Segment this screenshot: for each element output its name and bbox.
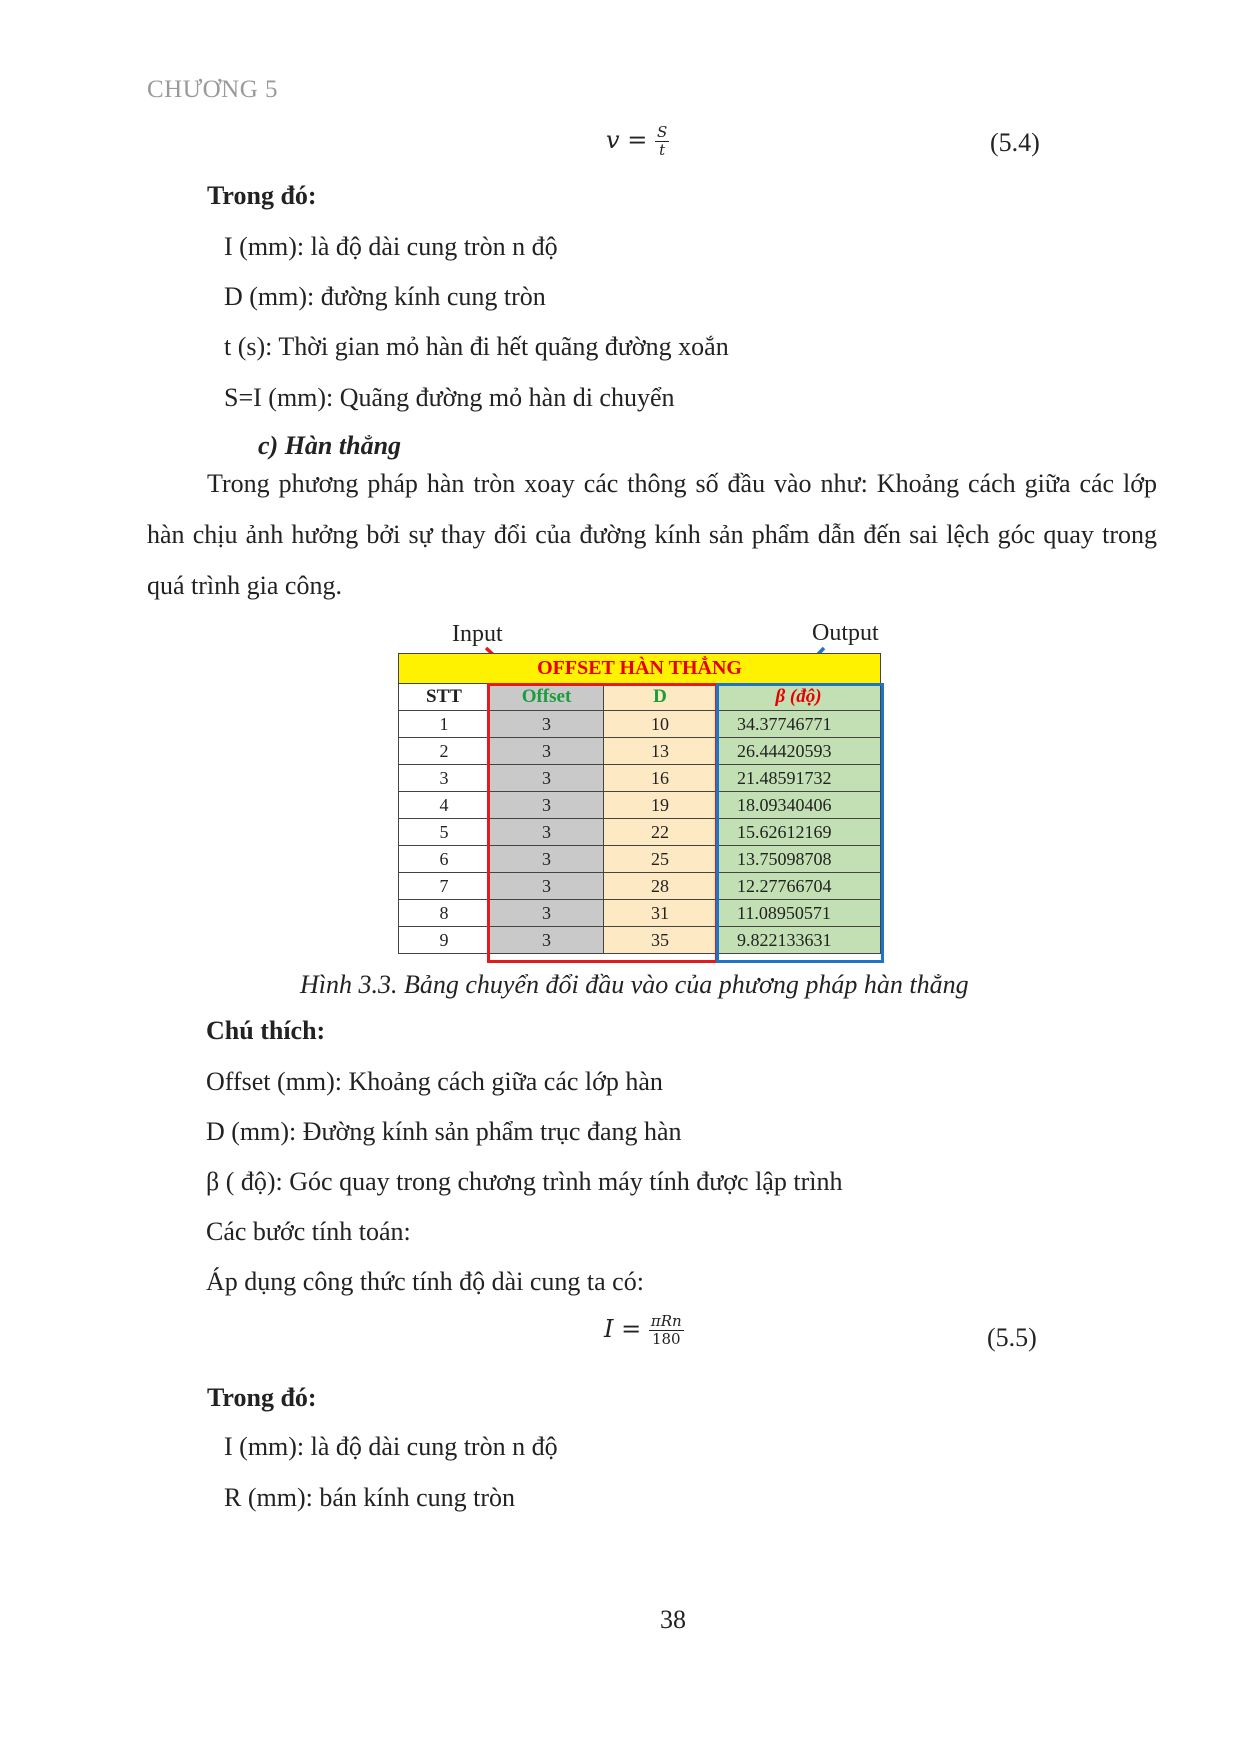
column-header-stt: STT bbox=[399, 684, 490, 711]
cell-d: 28 bbox=[604, 873, 717, 900]
input-label: Input bbox=[452, 621, 503, 647]
equation-5-4 bbox=[606, 124, 669, 159]
cell-d: 25 bbox=[604, 846, 717, 873]
cell-d: 13 bbox=[604, 738, 717, 765]
fraction-denominator: 180 bbox=[649, 1330, 684, 1348]
figure-caption: Hình 3.3. Bảng chuyển đổi đầu vào của phương pháp hàn thẳng bbox=[300, 970, 969, 999]
output-label: Output bbox=[812, 620, 879, 646]
column-header-beta: β (độ) bbox=[717, 684, 881, 711]
cell-stt: 5 bbox=[399, 819, 490, 846]
cell-offset: 3 bbox=[490, 765, 604, 792]
note-line: Áp dụng công thức tính độ dài cung ta có: bbox=[206, 1267, 644, 1296]
equation-lhs: v = bbox=[606, 126, 648, 154]
definition-line: I (mm): là độ dài cung tròn n độ bbox=[224, 1432, 558, 1461]
definition-line: t (s): Thời gian mỏ hàn đi hết quãng đường xoắn bbox=[224, 332, 729, 361]
fraction bbox=[655, 124, 669, 159]
cell-offset: 3 bbox=[490, 873, 604, 900]
table-title: OFFSET HÀN THẲNG bbox=[399, 654, 881, 684]
cell-beta: 18.09340406 bbox=[717, 792, 881, 819]
cell-beta: 11.08950571 bbox=[717, 900, 881, 927]
cell-beta: 15.62612169 bbox=[717, 819, 881, 846]
fraction-denominator: t bbox=[655, 141, 669, 159]
section-heading: c) Hàn thẳng bbox=[258, 431, 402, 460]
input-highlight-box bbox=[487, 683, 718, 963]
note-line: Offset (mm): Khoảng cách giữa các lớp hàn bbox=[206, 1067, 663, 1096]
where-title: Trong đó: bbox=[207, 1383, 317, 1412]
cell-stt: 1 bbox=[399, 711, 490, 738]
cell-beta: 34.37746771 bbox=[717, 711, 881, 738]
equation-lhs: I = bbox=[604, 1315, 642, 1343]
note-line: Các bước tính toán: bbox=[206, 1217, 411, 1246]
cell-offset: 3 bbox=[490, 900, 604, 927]
output-highlight-box bbox=[716, 683, 884, 963]
column-header-d: D bbox=[604, 684, 717, 711]
paragraph-text: Trong phương pháp hàn tròn xoay các thông số đầu vào như: Khoảng cách giữa các lớp hàn chịu ảnh hưởng bởi sự thay đổi của đường kính sản phẩm dẫn đến sai lệch góc quay trong quá trình gia công. bbox=[147, 469, 1157, 600]
cell-stt: 4 bbox=[399, 792, 490, 819]
note-line: β ( độ): Góc quay trong chương trình máy tính được lập trình bbox=[206, 1167, 843, 1196]
cell-d: 31 bbox=[604, 900, 717, 927]
definition-line: I (mm): là độ dài cung tròn n độ bbox=[224, 232, 558, 261]
cell-beta: 9.822133631 bbox=[717, 927, 881, 954]
fraction-numerator: S bbox=[656, 123, 668, 141]
column-header-offset: Offset bbox=[490, 684, 604, 711]
where-title: Trong đó: bbox=[207, 181, 317, 210]
cell-beta: 26.44420593 bbox=[717, 738, 881, 765]
cell-d: 10 bbox=[604, 711, 717, 738]
cell-stt: 3 bbox=[399, 765, 490, 792]
cell-offset: 3 bbox=[490, 738, 604, 765]
body-paragraph bbox=[147, 458, 1157, 611]
cell-beta: 21.48591732 bbox=[717, 765, 881, 792]
definition-line: S=I (mm): Quãng đường mỏ hàn di chuyển bbox=[224, 383, 675, 412]
cell-offset: 3 bbox=[490, 792, 604, 819]
cell-offset: 3 bbox=[490, 846, 604, 873]
table-title-row bbox=[399, 654, 881, 684]
definition-line: D (mm): đường kính cung tròn bbox=[224, 282, 546, 311]
cell-d: 19 bbox=[604, 792, 717, 819]
cell-stt: 7 bbox=[399, 873, 490, 900]
definition-line: R (mm): bán kính cung tròn bbox=[224, 1483, 516, 1512]
equation-number: (5.5) bbox=[987, 1323, 1037, 1352]
cell-offset: 3 bbox=[490, 819, 604, 846]
cell-beta: 13.75098708 bbox=[717, 846, 881, 873]
cell-offset: 3 bbox=[490, 927, 604, 954]
cell-d: 35 bbox=[604, 927, 717, 954]
cell-stt: 9 bbox=[399, 927, 490, 954]
equation-number: (5.4) bbox=[990, 128, 1040, 157]
cell-stt: 2 bbox=[399, 738, 490, 765]
note-line: D (mm): Đường kính sản phẩm trục đang hàn bbox=[206, 1117, 682, 1146]
cell-d: 16 bbox=[604, 765, 717, 792]
equation-5-5 bbox=[604, 1313, 684, 1348]
cell-stt: 6 bbox=[399, 846, 490, 873]
cell-d: 22 bbox=[604, 819, 717, 846]
fraction bbox=[649, 1313, 684, 1348]
page-number: 38 bbox=[660, 1605, 686, 1634]
notes-title: Chú thích: bbox=[206, 1016, 326, 1045]
cell-stt: 8 bbox=[399, 900, 490, 927]
fraction-numerator: πRn bbox=[650, 1312, 682, 1330]
cell-beta: 12.27766704 bbox=[717, 873, 881, 900]
cell-offset: 3 bbox=[490, 711, 604, 738]
chapter-header: CHƯƠNG 5 bbox=[147, 76, 279, 103]
